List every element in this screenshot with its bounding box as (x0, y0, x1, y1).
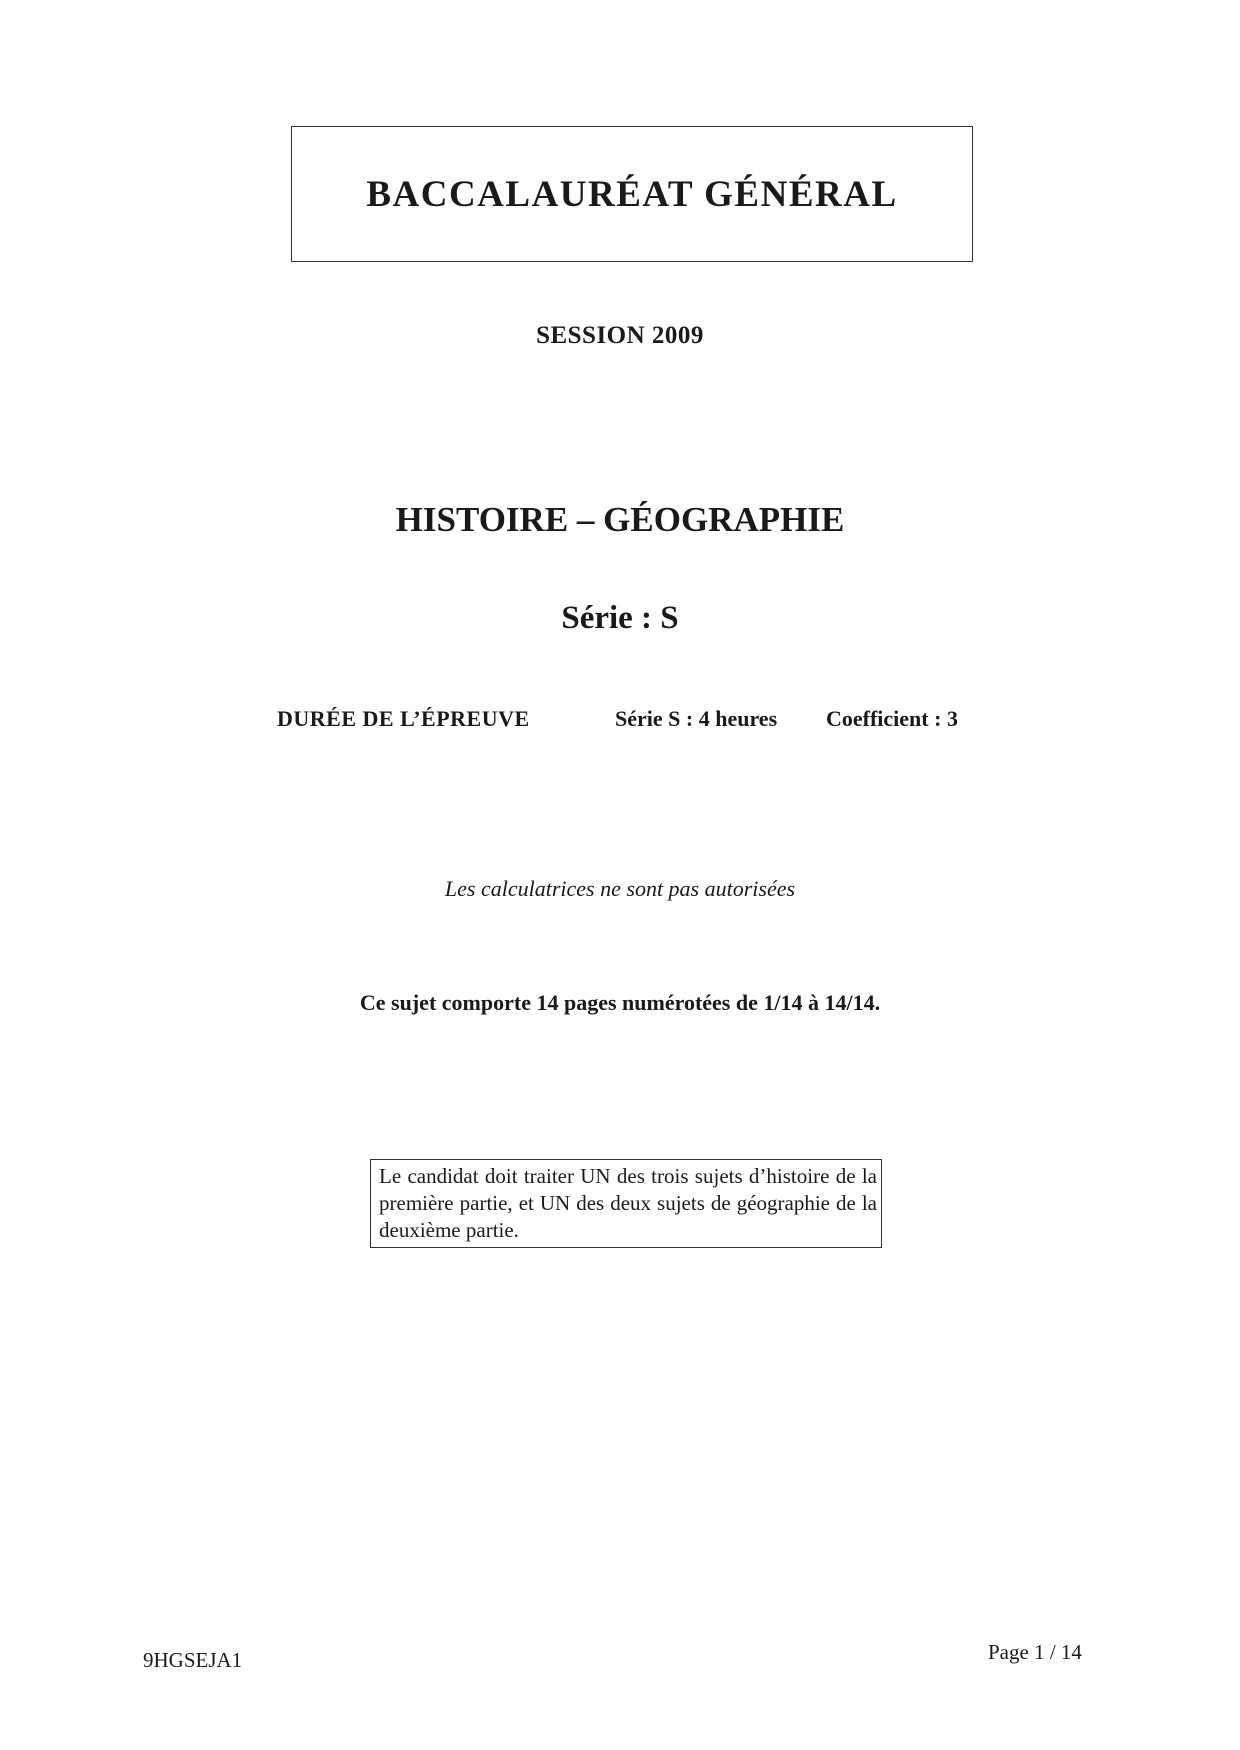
subject-title: HISTOIRE – GÉOGRAPHIE (395, 500, 845, 539)
title-box (291, 126, 973, 262)
duration-label: DURÉE DE L’ÉPREUVE (277, 706, 530, 731)
instruction-box: Le candidat doit traiter UN des trois sujets d’histoire de la première partie, et UN des deux sujets de géographie de la deuxième partie. (370, 1159, 882, 1248)
exam-code: 9HGSEJA1 (143, 1648, 243, 1672)
serie-label: Série : S (561, 600, 679, 636)
calculator-note: Les calculatrices ne sont pas autorisées (444, 876, 796, 901)
duration-value: Série S : 4 heures (615, 706, 778, 731)
exam-title: BACCALAURÉAT GÉNÉRAL (366, 174, 898, 215)
page-count-note: Ce sujet comporte 14 pages numérotées de 1/14 à 14/14. (359, 990, 881, 1015)
coefficient-value: Coefficient : 3 (826, 706, 958, 731)
session-label: SESSION 2009 (536, 322, 704, 349)
page-number: Page 1 / 14 (988, 1640, 1082, 1664)
